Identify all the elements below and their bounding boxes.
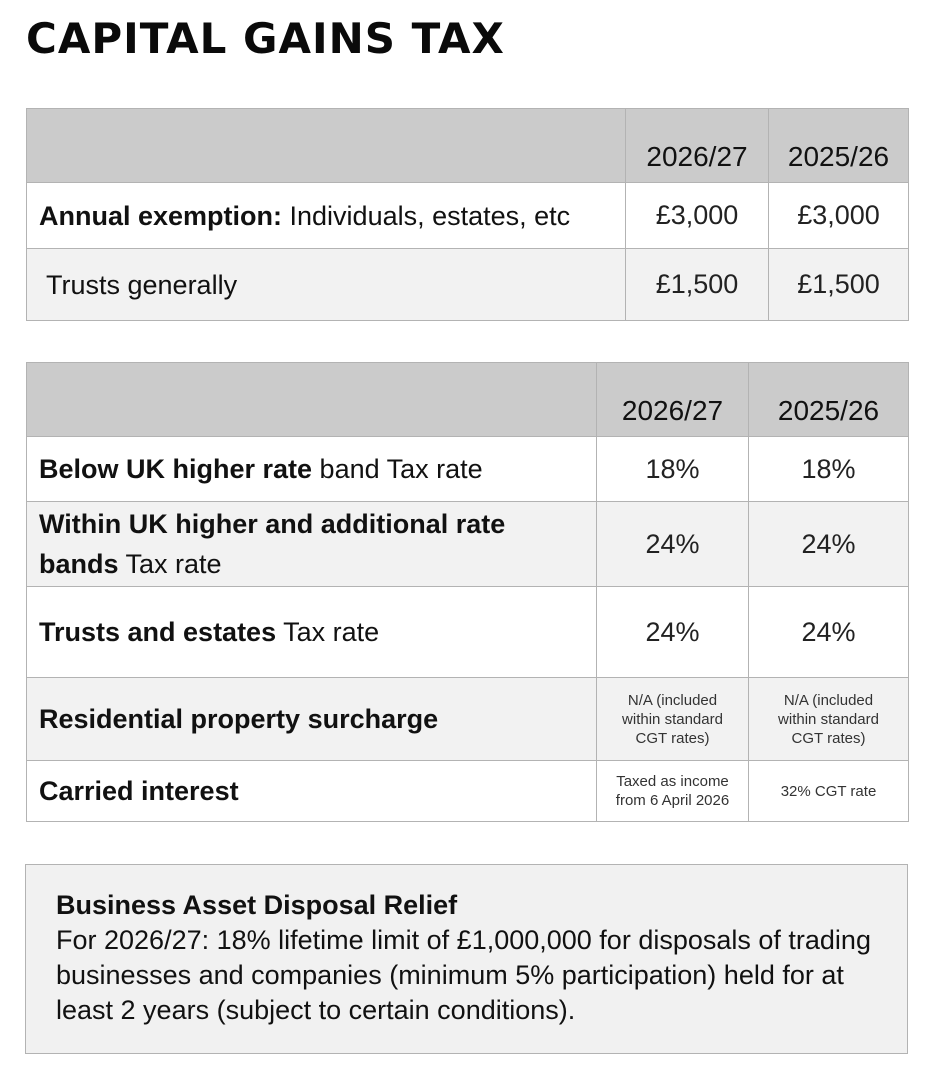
value-2025-26: 32% CGT rate xyxy=(749,761,909,822)
page-title: CAPITAL GAINS TAX xyxy=(26,14,505,63)
header-blank-cell xyxy=(27,363,597,437)
value-2025-26: £3,000 xyxy=(769,183,909,249)
row-label-text: band Tax rate xyxy=(312,454,483,484)
business-asset-disposal-relief-box xyxy=(25,864,908,1054)
row-label-text: Tax rate xyxy=(118,549,222,579)
table-row xyxy=(27,587,909,678)
table-row xyxy=(27,437,909,502)
column-header-2025-26: 2025/26 xyxy=(769,109,909,183)
value-2026-27: 24% xyxy=(597,587,749,678)
table-row xyxy=(27,678,909,761)
relief-text: For 2026/27: 18% lifetime limit of £1,000,000 for disposals of trading businesses and companies (minimum 5% participation) held for at least 2 years (subject to certain conditions). xyxy=(56,925,871,1025)
row-label-bold: Below UK higher rate xyxy=(39,454,313,484)
row-label xyxy=(27,761,597,822)
value-2025-26: 24% xyxy=(749,502,909,587)
value-2026-27: N/A (included within standard CGT rates) xyxy=(597,678,749,761)
value-2026-27: Taxed as income from 6 April 2026 xyxy=(597,761,749,822)
row-label xyxy=(27,249,626,321)
value-2025-26: 24% xyxy=(749,587,909,678)
row-label-text: Tax rate xyxy=(276,617,380,647)
relief-title: Business Asset Disposal Relief xyxy=(56,890,458,920)
column-header-2026-27: 2026/27 xyxy=(597,363,749,437)
value-2026-27: £1,500 xyxy=(626,249,769,321)
row-label-text: Trusts generally xyxy=(46,269,238,300)
value-2025-26: 18% xyxy=(749,437,909,502)
table-row xyxy=(27,249,909,321)
value-2026-27: £3,000 xyxy=(626,183,769,249)
row-label xyxy=(27,678,597,761)
table-row xyxy=(27,761,909,822)
table-row xyxy=(27,183,909,249)
column-header-2026-27: 2026/27 xyxy=(626,109,769,183)
table-row xyxy=(27,502,909,587)
row-label-bold: Annual exemption: xyxy=(39,200,283,231)
header-blank-cell xyxy=(27,109,626,183)
row-label xyxy=(27,502,597,587)
value-2026-27: 24% xyxy=(597,502,749,587)
row-label xyxy=(27,183,626,249)
row-label-bold: Carried interest xyxy=(39,776,239,806)
row-label xyxy=(27,587,597,678)
row-label-bold: Within UK higher and additional rate bands xyxy=(39,509,506,579)
value-2025-26: N/A (included within standard CGT rates) xyxy=(749,678,909,761)
row-label xyxy=(27,437,597,502)
annual-exemption-table xyxy=(26,108,909,321)
value-2025-26: £1,500 xyxy=(769,249,909,321)
tax-rates-table xyxy=(26,362,909,822)
row-label-bold: Trusts and estates xyxy=(39,617,277,647)
column-header-2025-26: 2025/26 xyxy=(749,363,909,437)
row-label-text: Individuals, estates, etc xyxy=(282,200,571,231)
value-2026-27: 18% xyxy=(597,437,749,502)
row-label-bold: Residential property surcharge xyxy=(39,704,439,734)
